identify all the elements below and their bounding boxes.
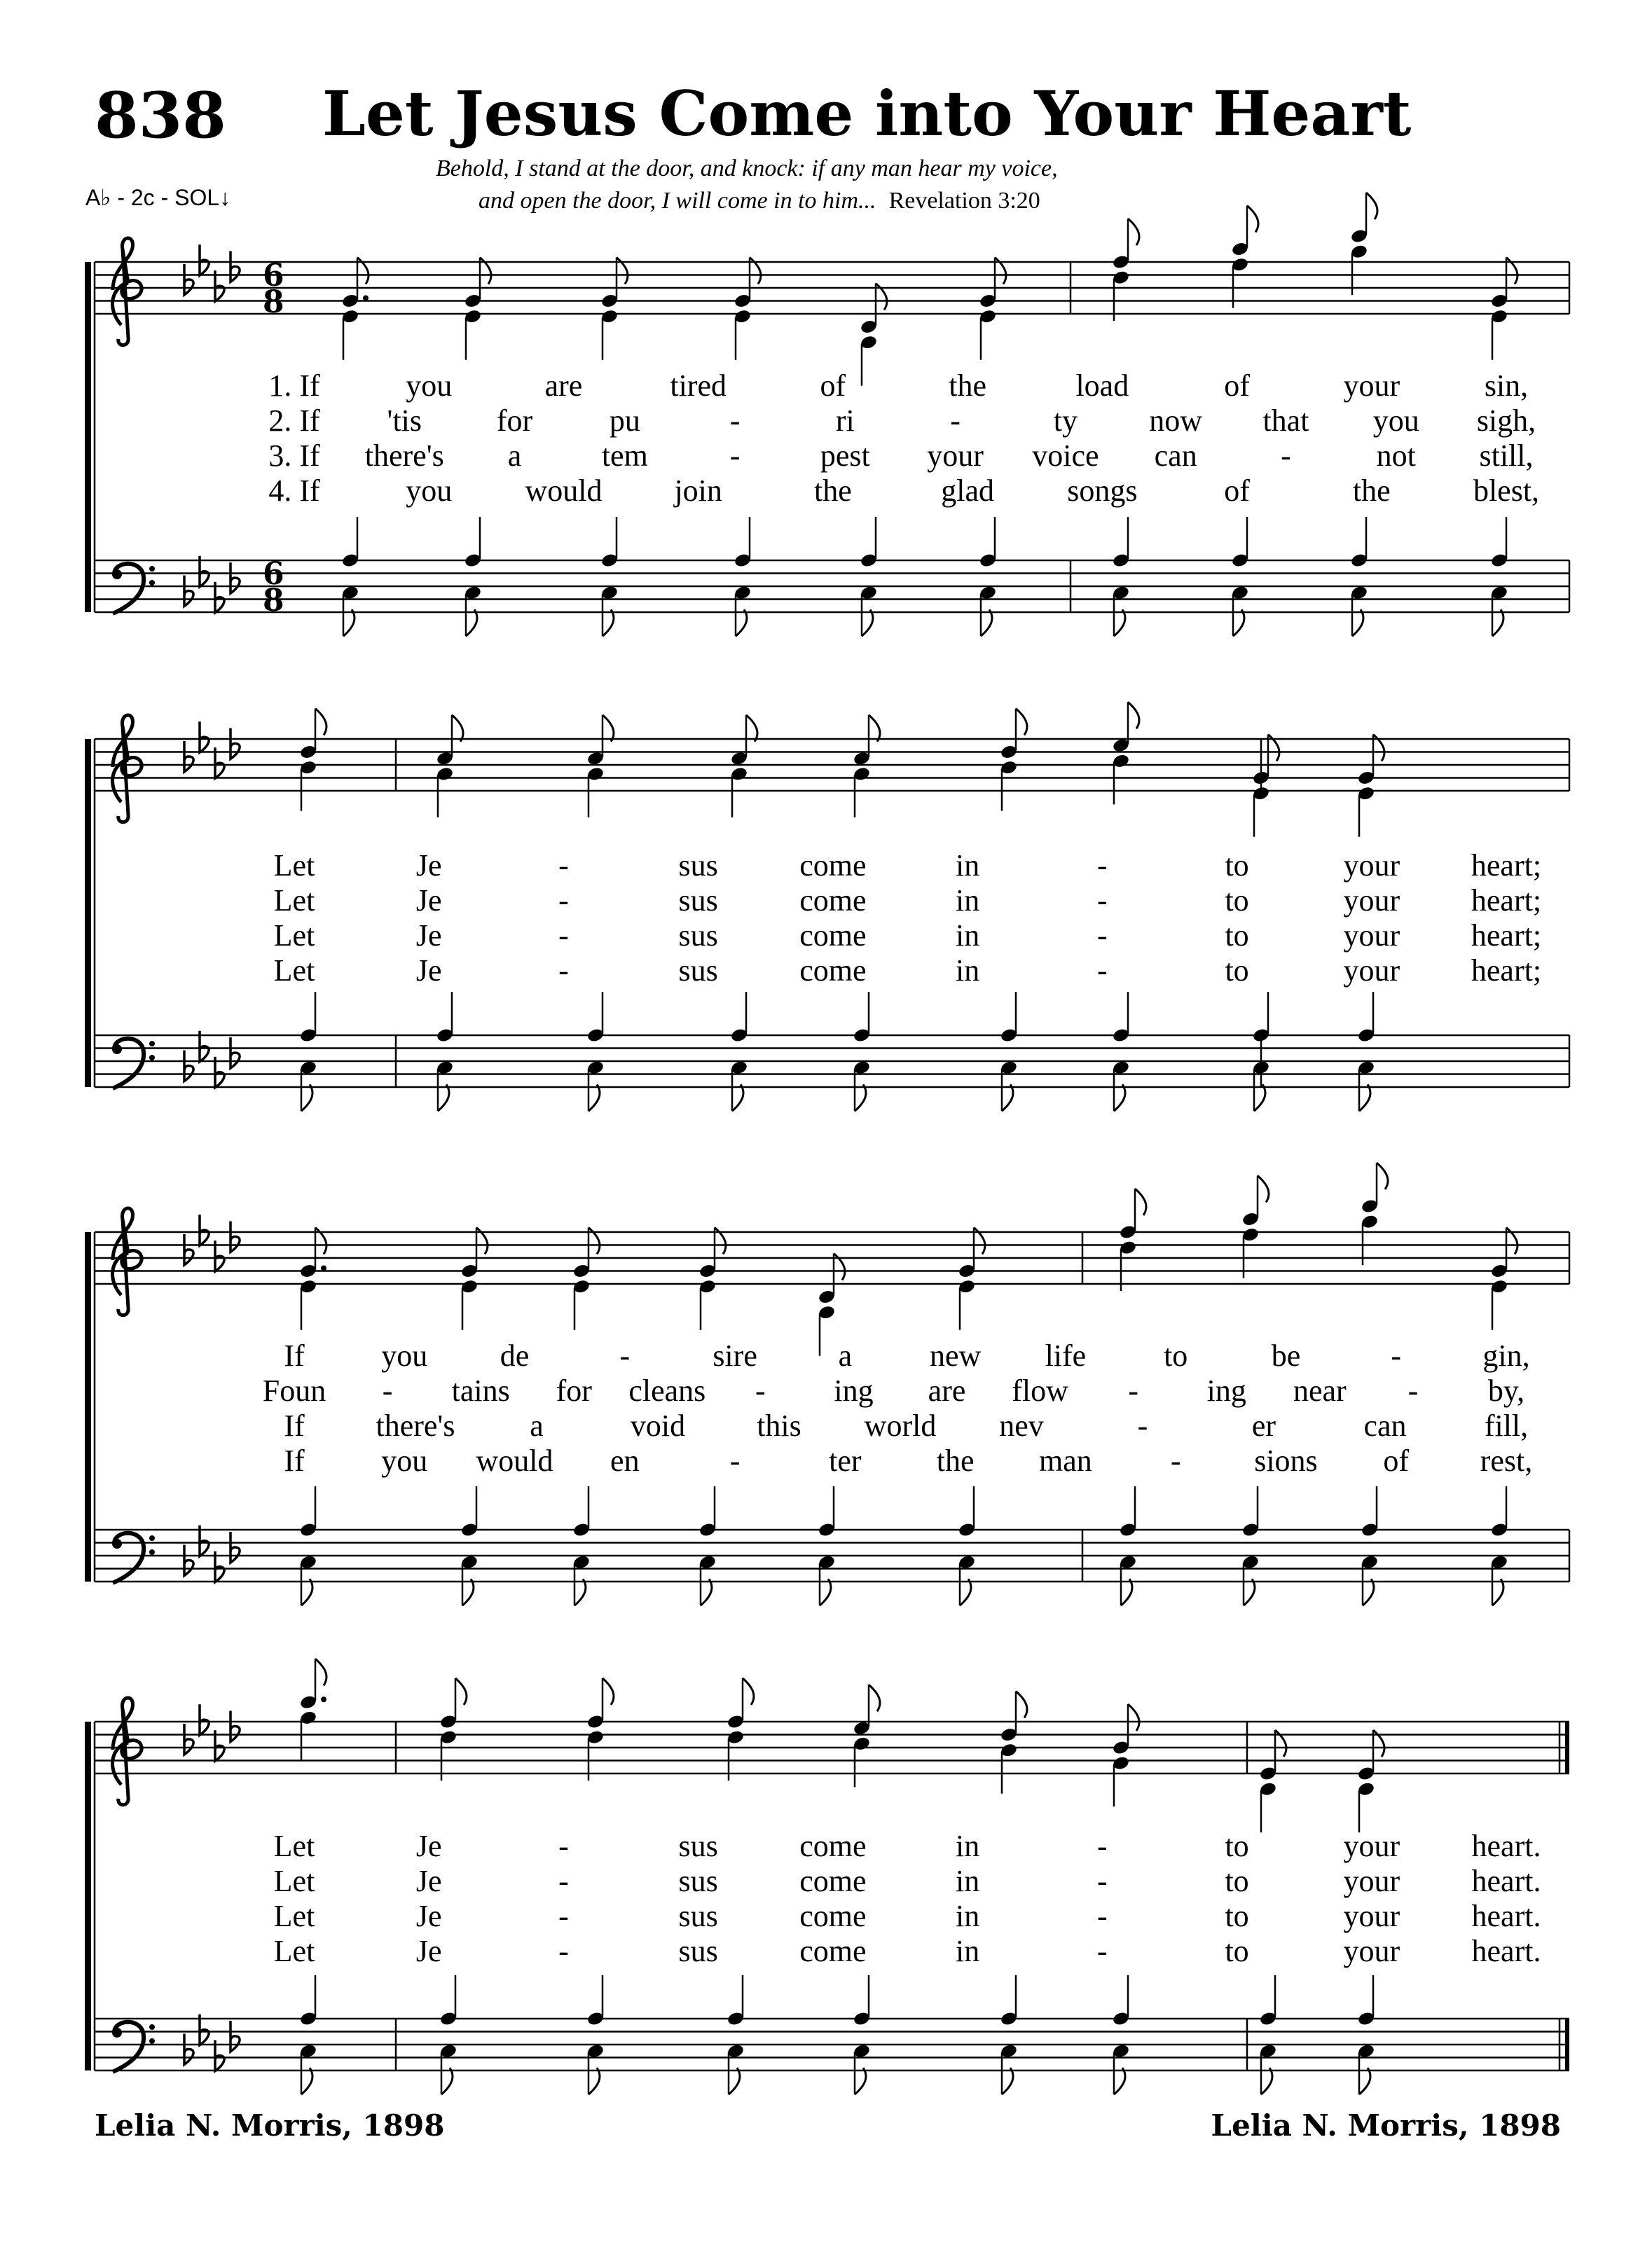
note-flag <box>820 1579 831 1605</box>
lyric-syllable: would <box>525 473 603 508</box>
lyric-syllable: man <box>1039 1444 1092 1478</box>
flat-sign-icon <box>200 1704 209 1735</box>
lyric-syllable: heart; <box>1471 848 1542 883</box>
lyric-syllable: come <box>799 848 867 883</box>
lyric-syllable: your <box>1343 1934 1400 1968</box>
lyric-hyphen: - <box>1137 1409 1148 1443</box>
lyric-syllable: ty <box>1053 403 1078 438</box>
note-flag <box>869 1685 880 1711</box>
augmentation-dot <box>363 296 369 301</box>
flat-sign-icon <box>184 1051 193 1081</box>
note-flag <box>1492 1579 1503 1605</box>
lyric-syllable: 3. If <box>268 438 320 473</box>
lyric-syllable: to <box>1225 1899 1249 1933</box>
lyric-syllable: to <box>1225 883 1249 918</box>
lyric-syllable: If <box>284 1444 305 1478</box>
lyric-syllable: Je <box>415 1864 442 1898</box>
lyric-syllable: Je <box>415 1934 442 1968</box>
lyric-syllable: tired <box>670 368 727 403</box>
lyric-syllable: Let <box>273 1829 315 1863</box>
lyric-hyphen: - <box>1128 1374 1139 1408</box>
note-flag <box>1002 1084 1013 1111</box>
lyric-hyphen: - <box>729 438 741 473</box>
lyric-syllable: still, <box>1479 438 1534 473</box>
lyric-syllable: come <box>799 1864 867 1898</box>
lyric-syllable: en <box>610 1444 640 1478</box>
flat-sign-icon <box>200 721 209 752</box>
lyric-syllable: Foun <box>262 1374 326 1408</box>
lyric-syllable: glad <box>941 473 994 508</box>
credit-left: Lelia N. Morris, 1898 <box>95 2108 445 2143</box>
flat-sign-icon <box>184 2034 193 2065</box>
lyric-syllable: Let <box>273 883 315 918</box>
lyric-syllable: heart. <box>1471 1934 1541 1968</box>
lyric-syllable: not <box>1376 438 1416 473</box>
lyric-syllable: sus <box>678 848 718 883</box>
note-flag <box>729 2068 740 2094</box>
lyric-hyphen: - <box>1391 1339 1402 1373</box>
lyric-hyphen: - <box>1097 918 1108 953</box>
epigraph-line-1: Behold, I stand at the door, and knock: if any man hear my voice, <box>436 155 1058 181</box>
note-flag <box>603 715 614 742</box>
note-flag <box>1377 1163 1388 1189</box>
lyric-syllable: sin, <box>1484 368 1529 403</box>
lyric-syllable: heart. <box>1471 1829 1541 1863</box>
lyric-syllable: gin, <box>1482 1339 1530 1373</box>
key-info: A♭ - 2c - SOL↓ <box>85 185 231 210</box>
lyric-hyphen: - <box>619 1339 631 1373</box>
flat-sign-icon <box>230 728 240 759</box>
lyric-syllable: Je <box>415 953 442 988</box>
system-brace <box>85 262 91 612</box>
note-flag <box>1244 1579 1255 1605</box>
lyric-syllable: now <box>1149 403 1203 438</box>
lyric-syllable: sus <box>678 1934 718 1968</box>
lyric-syllable: come <box>799 918 867 953</box>
note-flag <box>603 1678 614 1705</box>
lyric-hyphen: - <box>1097 1899 1108 1933</box>
lyric-syllable: Let <box>273 953 315 988</box>
lyric-hyphen: - <box>729 1444 741 1478</box>
note-flag <box>438 1084 449 1111</box>
lyric-syllable: a <box>507 438 522 473</box>
note-flag <box>301 1579 312 1605</box>
lyric-hyphen: - <box>558 1829 569 1863</box>
lyric-syllable: come <box>799 1934 867 1968</box>
lyric-hyphen: - <box>1170 1444 1181 1478</box>
lyric-syllable: to <box>1225 848 1249 883</box>
lyric-syllable: Je <box>415 848 442 883</box>
flat-sign-icon <box>184 576 193 607</box>
lyric-syllable: are <box>544 368 583 403</box>
lyric-syllable: in <box>955 918 980 953</box>
system-brace <box>85 1722 91 2070</box>
lyric-syllable: in <box>955 1864 980 1898</box>
flat-sign-icon <box>184 741 193 772</box>
bass-clef-icon <box>112 2022 155 2072</box>
lyric-syllable: to <box>1225 1864 1249 1898</box>
treble-clef-icon <box>113 715 142 822</box>
lyric-syllable: Let <box>273 918 315 953</box>
note-flag <box>466 609 477 636</box>
note-flag <box>574 1579 586 1605</box>
note-flag <box>1114 1084 1125 1111</box>
flat-sign-icon <box>184 1724 193 1755</box>
lyric-syllable: blest, <box>1473 473 1540 508</box>
lyric-syllable: sus <box>678 953 718 988</box>
bass-clef-icon <box>112 1533 155 1583</box>
lyric-hyphen: - <box>1097 1864 1108 1898</box>
lyric-hyphen: - <box>558 1899 569 1933</box>
note-flag <box>1352 609 1363 636</box>
lyric-syllable: your <box>927 438 984 473</box>
lyric-hyphen: - <box>558 848 569 883</box>
lyric-syllable: come <box>799 883 867 918</box>
lyric-syllable: can <box>1154 438 1197 473</box>
treble-clef-icon <box>113 238 142 345</box>
lyric-syllable: your <box>1343 918 1400 953</box>
flat-sign-icon <box>200 1215 209 1245</box>
note-flag <box>1002 2068 1013 2094</box>
lyric-syllable: come <box>799 1899 867 1933</box>
lyric-syllable: in <box>955 1899 980 1933</box>
lyric-syllable: If <box>284 1339 305 1373</box>
lyric-syllable: come <box>799 953 867 988</box>
note-flag <box>746 715 757 742</box>
lyric-syllable: Let <box>273 1934 315 1968</box>
lyric-hyphen: - <box>950 403 961 438</box>
note-flag <box>1016 709 1027 735</box>
note-flag <box>588 2068 600 2094</box>
lyric-syllable: in <box>955 1829 980 1863</box>
lyric-syllable: sus <box>678 883 718 918</box>
note-flag <box>1121 1579 1132 1605</box>
lyric-syllable: songs <box>1067 473 1138 508</box>
lyric-syllable: there's <box>364 438 444 473</box>
lyric-hyphen: - <box>1097 883 1108 918</box>
flat-sign-icon <box>230 562 240 593</box>
note-flag <box>1492 609 1503 636</box>
lyric-syllable: are <box>928 1374 966 1408</box>
lyric-syllable: by, <box>1487 1374 1525 1408</box>
lyric-hyphen: - <box>1407 1374 1419 1408</box>
note-flag <box>1128 702 1139 728</box>
lyric-syllable: heart. <box>1471 1899 1541 1933</box>
lyric-syllable: join <box>674 473 722 508</box>
note-flag <box>441 2068 453 2094</box>
note-flag <box>1247 206 1258 233</box>
lyric-syllable: 'tis <box>387 403 422 438</box>
lyric-syllable: of <box>1224 368 1250 403</box>
lyric-syllable: rest, <box>1480 1444 1533 1478</box>
lyric-syllable: er <box>1251 1409 1276 1443</box>
time-signature-bottom: 8 <box>263 284 284 320</box>
flat-sign-icon <box>230 1037 240 1068</box>
note-flag <box>455 1678 467 1705</box>
lyric-syllable: your <box>1343 848 1400 883</box>
note-flag <box>743 1678 754 1705</box>
lyric-syllable: heart; <box>1471 953 1542 988</box>
lyric-syllable: this <box>757 1409 801 1443</box>
time-signature-bottom: 8 <box>263 583 284 618</box>
lyric-syllable: Je <box>415 918 442 953</box>
lyric-syllable: be <box>1271 1339 1301 1373</box>
lyric-hyphen: - <box>1281 438 1291 473</box>
lyric-syllable: pest <box>820 438 870 473</box>
flat-sign-icon <box>184 1234 193 1265</box>
lyric-hyphen: - <box>1097 1829 1108 1863</box>
note-flag <box>855 1084 866 1111</box>
lyric-syllable: you <box>406 473 453 508</box>
lyric-syllable: in <box>955 1934 980 1968</box>
lyric-syllable: 1. If <box>268 368 320 403</box>
time-signature-top: 6 <box>263 556 284 592</box>
lyric-hyphen: - <box>1097 848 1108 883</box>
lyric-syllable: can <box>1363 1409 1407 1443</box>
lyric-syllable: Let <box>273 1864 315 1898</box>
hymn-title: Let Jesus Come into Your Heart <box>322 77 1412 150</box>
note-flag <box>855 2068 866 2094</box>
lyric-syllable: your <box>1343 368 1400 403</box>
note-flag <box>1233 609 1244 636</box>
lyric-syllable: near <box>1293 1374 1347 1408</box>
note-flag <box>462 1579 474 1605</box>
lyric-syllable: fill, <box>1484 1409 1529 1443</box>
lyric-syllable: life <box>1045 1339 1087 1373</box>
flat-sign-icon <box>184 1545 193 1576</box>
lyric-syllable: to <box>1225 918 1249 953</box>
note-flag <box>732 1084 743 1111</box>
lyric-hyphen: - <box>729 403 741 438</box>
lyric-syllable: 4. If <box>268 473 320 508</box>
lyric-syllable: the <box>949 368 986 403</box>
lyric-hyphen: - <box>382 1374 393 1408</box>
scripture-reference: Revelation 3:20 <box>888 188 1040 214</box>
treble-clef-icon <box>113 1698 142 1805</box>
note-flag <box>301 1084 312 1111</box>
lyric-syllable: If <box>284 1409 305 1443</box>
treble-clef-icon <box>113 1208 142 1315</box>
lyric-syllable: sigh, <box>1476 403 1536 438</box>
lyric-syllable: world <box>864 1409 937 1443</box>
note-flag <box>981 609 992 636</box>
lyric-syllable: to <box>1225 953 1249 988</box>
lyric-syllable: ri <box>835 403 855 438</box>
lyric-syllable: you <box>1372 403 1419 438</box>
lyric-hyphen: - <box>558 1934 569 1968</box>
lyric-hyphen: - <box>558 1864 569 1898</box>
augmentation-dot <box>321 1696 326 1702</box>
bass-clef-icon <box>112 1039 155 1088</box>
lyric-syllable: load <box>1075 368 1129 403</box>
lyric-syllable: heart; <box>1471 883 1542 918</box>
lyric-syllable: void <box>630 1409 686 1443</box>
epigraph-line-2: and open the door, I will come in to him... <box>479 188 876 214</box>
note-flag <box>315 1659 326 1685</box>
lyric-hyphen: - <box>558 953 569 988</box>
note-flag <box>1135 1189 1146 1215</box>
hymn-number: 838 <box>95 78 226 153</box>
lyric-syllable: in <box>955 848 980 883</box>
lyric-syllable: your <box>1343 883 1400 918</box>
lyric-syllable: sions <box>1254 1444 1318 1478</box>
lyric-syllable: a <box>838 1339 853 1373</box>
note-flag <box>1359 2068 1370 2094</box>
flat-sign-icon <box>200 244 209 275</box>
lyric-syllable: the <box>936 1444 975 1478</box>
lyric-syllable: to <box>1164 1339 1188 1373</box>
augmentation-dot <box>321 1266 326 1271</box>
system-brace <box>85 739 91 1087</box>
lyric-syllable: your <box>1343 1829 1400 1863</box>
lyric-syllable: sus <box>678 1899 718 1933</box>
lyric-syllable: de <box>500 1339 530 1373</box>
lyric-syllable: that <box>1262 403 1309 438</box>
note-flag <box>343 609 355 636</box>
lyric-syllable: sus <box>678 1829 718 1863</box>
note-flag <box>452 715 463 742</box>
lyric-syllable: ter <box>829 1444 862 1478</box>
lyric-syllable: flow <box>1012 1374 1068 1408</box>
note-flag <box>1114 2068 1125 2094</box>
lyric-syllable: sire <box>713 1339 757 1373</box>
note-flag <box>1363 1579 1374 1605</box>
lyric-syllable: the <box>814 473 852 508</box>
lyric-syllable: of <box>1383 1444 1410 1478</box>
note-flag <box>1128 219 1139 245</box>
lyric-syllable: Let <box>273 848 315 883</box>
flat-sign-icon <box>184 264 193 295</box>
note-flag <box>315 709 326 735</box>
lyric-syllable: voice <box>1032 438 1099 473</box>
lyric-syllable: Je <box>415 1829 442 1863</box>
lyric-syllable: tem <box>601 438 648 473</box>
note-flag <box>862 609 873 636</box>
lyric-syllable: ing <box>1206 1374 1246 1408</box>
flat-sign-icon <box>230 2021 240 2052</box>
note-flag <box>1261 2068 1272 2094</box>
lyric-syllable: the <box>1352 473 1391 508</box>
note-flag <box>869 715 880 742</box>
lyric-syllable: ing <box>834 1374 874 1408</box>
note-flag <box>1128 1704 1139 1731</box>
lyric-syllable: for <box>556 1374 592 1408</box>
note-flag <box>1366 193 1377 219</box>
lyric-syllable: sus <box>678 918 718 953</box>
lyric-syllable: cleans <box>628 1374 706 1408</box>
credit-right: Lelia N. Morris, 1898 <box>1211 2108 1561 2143</box>
lyric-syllable: you <box>381 1339 428 1373</box>
lyric-hyphen: - <box>1097 953 1108 988</box>
lyric-syllable: nev <box>999 1409 1044 1443</box>
lyric-syllable: in <box>955 953 980 988</box>
lyric-syllable: heart; <box>1471 918 1542 953</box>
bass-clef-icon <box>112 564 155 614</box>
lyric-syllable: there's <box>376 1409 455 1443</box>
lyric-syllable: Let <box>273 1899 315 1933</box>
lyric-syllable: would <box>476 1444 553 1478</box>
note-flag <box>1359 1084 1370 1111</box>
system-brace <box>85 1232 91 1582</box>
lyric-syllable: new <box>929 1339 982 1373</box>
flat-sign-icon <box>230 1711 240 1742</box>
flat-sign-icon <box>230 1532 240 1563</box>
note-flag <box>603 609 614 636</box>
note-flag <box>1114 609 1125 636</box>
note-flag <box>960 1579 971 1605</box>
lyric-syllable: pu <box>609 403 640 438</box>
lyric-hyphen: - <box>558 883 569 918</box>
note-flag <box>301 2068 312 2094</box>
lyric-syllable: for <box>496 403 533 438</box>
lyric-syllable: Je <box>415 883 442 918</box>
lyric-syllable: your <box>1343 1864 1400 1898</box>
lyric-syllable: tains <box>451 1374 510 1408</box>
lyric-syllable: heart. <box>1471 1864 1541 1898</box>
lyric-syllable: of <box>820 368 846 403</box>
note-flag <box>701 1579 712 1605</box>
lyric-syllable: sus <box>678 1864 718 1898</box>
lyric-syllable: of <box>1224 473 1250 508</box>
lyric-syllable: to <box>1225 1829 1249 1863</box>
lyric-syllable: you <box>406 368 453 403</box>
lyric-syllable: come <box>799 1829 867 1863</box>
note-flag <box>1016 1692 1027 1718</box>
note-flag <box>1254 1084 1265 1111</box>
note-flag <box>588 1084 600 1111</box>
flat-sign-icon <box>230 1222 240 1252</box>
note-flag <box>1258 1176 1269 1203</box>
lyric-hyphen: - <box>755 1374 766 1408</box>
lyric-hyphen: - <box>1097 1934 1108 1968</box>
lyric-syllable: a <box>530 1409 544 1443</box>
lyric-hyphen: - <box>558 918 569 953</box>
lyric-syllable: in <box>955 883 980 918</box>
note-flag <box>736 609 747 636</box>
flat-sign-icon <box>230 251 240 282</box>
lyric-syllable: your <box>1343 1899 1400 1933</box>
time-signature-top: 6 <box>263 258 284 293</box>
lyric-syllable: to <box>1225 1934 1249 1968</box>
lyric-syllable: you <box>381 1444 428 1478</box>
lyric-syllable: Je <box>415 1899 442 1933</box>
lyric-syllable: your <box>1343 953 1400 988</box>
lyric-syllable: 2. If <box>268 403 320 438</box>
